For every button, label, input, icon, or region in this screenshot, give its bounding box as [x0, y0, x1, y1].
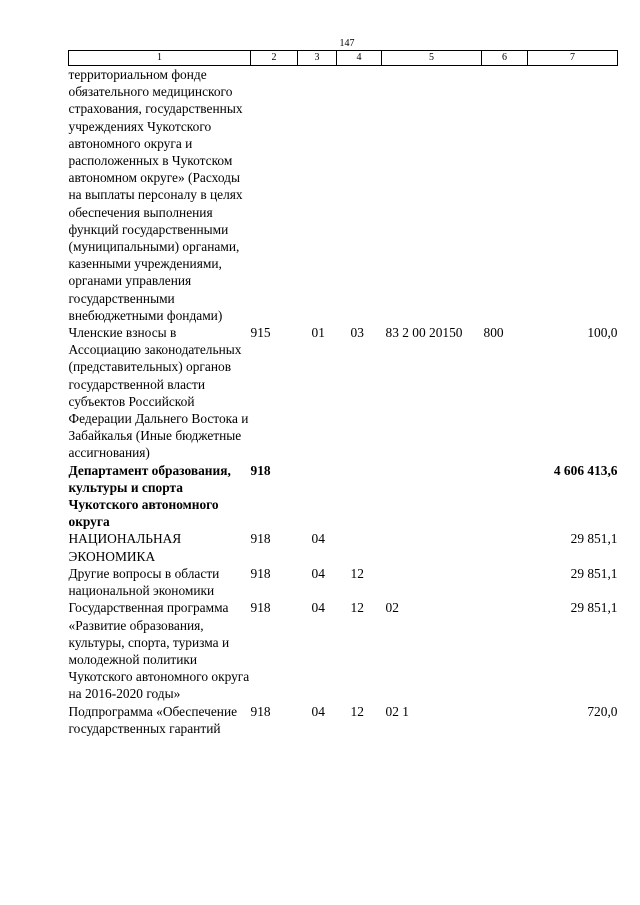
column-header: 6: [482, 51, 528, 66]
ministry-code-cell: 918: [250, 703, 271, 719]
subsection-code-cell: 12: [350, 703, 364, 719]
expense-type-cell: 800: [483, 325, 504, 341]
page-number: 147: [339, 38, 355, 49]
expense-type-cell: [482, 703, 528, 737]
budget-table: [68, 50, 618, 737]
expense-type-cell: [482, 565, 528, 599]
expense-type-cell: [482, 530, 528, 564]
ministry-code-cell: 918: [250, 600, 271, 616]
row-name-cell: Другие вопросы в области национальной экономики: [68, 565, 220, 599]
target-code-cell: 83 2 00 20150: [385, 325, 463, 341]
amount-cell: 29 851,1: [570, 531, 618, 547]
expense-type-cell: [482, 599, 528, 702]
ministry-code-cell: 915: [250, 325, 271, 341]
ministry-code-cell: [251, 66, 298, 325]
section-code-cell: 04: [311, 531, 325, 547]
target-code-cell: 02 1: [385, 703, 409, 719]
target-code-cell: [382, 530, 482, 564]
row-name-cell: Подпрограмма «Обеспечение государственных гарантий: [68, 703, 238, 736]
table-row: [69, 462, 618, 531]
column-header: 3: [298, 51, 337, 66]
section-code-cell: 04: [311, 703, 325, 719]
header-row: [69, 51, 618, 66]
section-code-cell: 01: [311, 325, 325, 341]
row-name-cell: Департамент образования, культуры и спорта Чукотского автономного округа: [68, 462, 231, 530]
column-header: 5: [382, 51, 482, 66]
table-row: [69, 530, 618, 564]
subsection-code-cell: [337, 462, 382, 531]
expense-type-cell: [482, 66, 528, 325]
amount-cell: [528, 66, 618, 325]
subsection-code-cell: [337, 530, 382, 564]
row-name-cell: Государственная программа «Развитие образования, культуры, спорта, туризма и молодежной политики Чукотского автономного округа на 2016-2020 годы»: [68, 600, 250, 702]
amount-cell: 720,0: [587, 703, 618, 719]
table-row: [69, 599, 618, 702]
subsection-code-cell: [337, 66, 382, 325]
target-code-cell: [382, 462, 482, 531]
table-row: [69, 703, 618, 737]
subsection-code-cell: 12: [350, 600, 364, 616]
section-code-cell: 04: [311, 600, 325, 616]
column-header: 7: [528, 51, 618, 66]
row-name-cell: территориальном фонде обязательного медицинского страхования, государственных учреждениях Чукотского автономного округа и расположенных в Чукотском автономном округе» (Расходы на выплаты персоналу в целях обеспечения выполнения функций государственными (муниципальными) органами, казенными учреждениями, органами управления государственными внебюджетными фондами): [68, 67, 243, 323]
row-name-cell: НАЦИОНАЛЬНАЯ ЭКОНОМИКА: [68, 531, 182, 564]
column-header: 1: [69, 51, 251, 66]
row-name-cell: Членские взносы в Ассоциацию законодательных (представительных) органов государственной власти субъектов Российской Федерации Дальнего Востока и Забайкалья (Иные бюджетные ассигнования): [68, 325, 249, 461]
section-code-cell: [298, 66, 337, 325]
table-row: [69, 324, 618, 462]
amount-cell: 29 851,1: [570, 565, 618, 581]
subsection-code-cell: 12: [350, 565, 364, 581]
table-row: [69, 565, 618, 599]
column-header: 2: [251, 51, 298, 66]
ministry-code-cell: 918: [250, 565, 271, 581]
amount-cell: 29 851,1: [570, 600, 618, 616]
column-header: 4: [337, 51, 382, 66]
amount-cell: 4 606 413,6: [553, 462, 618, 478]
section-code-cell: [298, 462, 337, 531]
target-code-cell: 02: [385, 600, 399, 616]
table-row: [69, 66, 618, 325]
amount-cell: 100,0: [587, 325, 618, 341]
expense-type-cell: [482, 462, 528, 531]
target-code-cell: [382, 66, 482, 325]
ministry-code-cell: 918: [250, 531, 271, 547]
section-code-cell: 04: [311, 565, 325, 581]
ministry-code-cell: 918: [250, 462, 271, 478]
subsection-code-cell: 03: [350, 325, 364, 341]
target-code-cell: [382, 565, 482, 599]
